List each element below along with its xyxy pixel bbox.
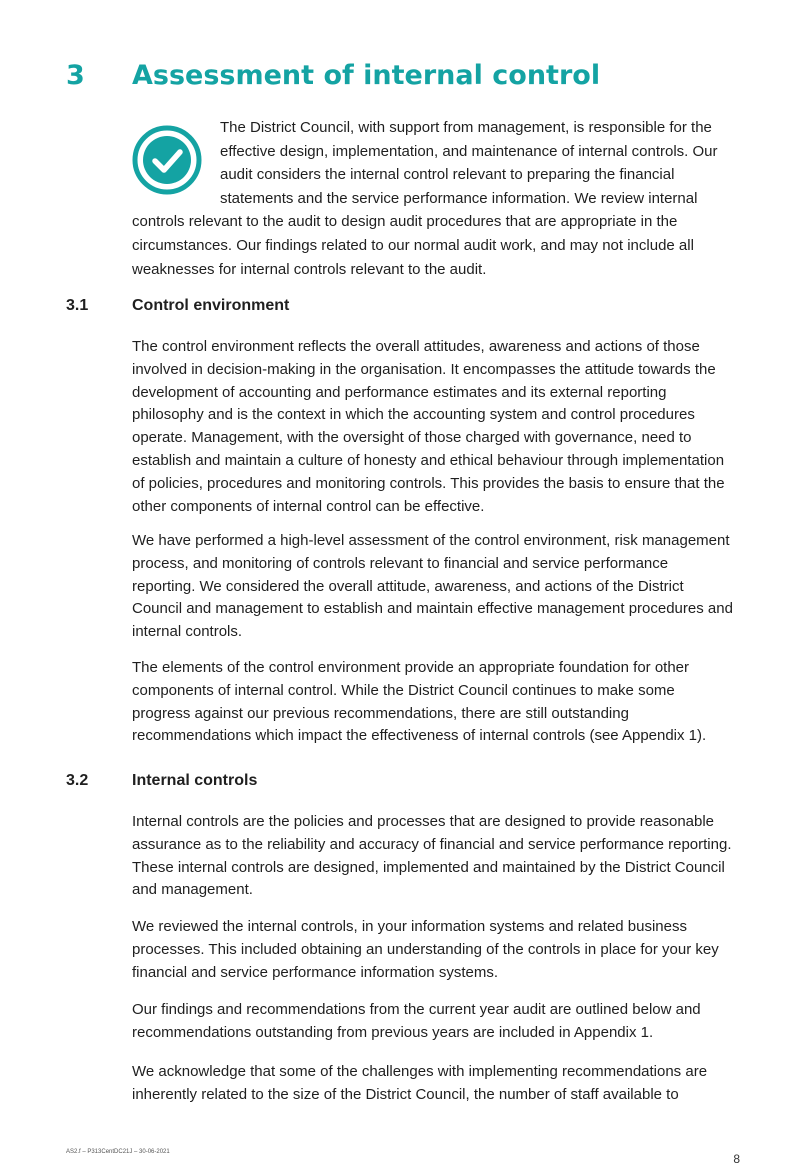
section-heading-text: Internal controls: [132, 772, 258, 789]
body-paragraph: We acknowledge that some of the challenges with implementing recommendations are inherently related to the size of the District Council, the number of staff available to: [132, 1063, 708, 1103]
page-number: 8: [733, 1152, 740, 1166]
body-paragraph: The elements of the control environment provide an appropriate foundation for other components of internal control. While the District Council continues to make some progress against our previous recommendations, there are still outstanding recommendations which impact the effectiveness of internal controls (see Appendix 1).: [132, 659, 707, 745]
footer-document-code: AS2.f – P313CentDC21J – 30-06-2021: [66, 1149, 170, 1155]
page-title: [66, 60, 600, 91]
body-paragraph: We reviewed the internal controls, in your information systems and related business processes. This included obtaining an understanding of the controls in place for your key financial and service performance information systems.: [132, 918, 719, 981]
body-paragraph: Internal controls are the policies and processes that are designed to provide reasonable assurance as to the reliability and accuracy of financial and service performance reporting. These internal controls are designed, implemented and maintained by the District Council and management.: [132, 813, 732, 899]
section-number: 3.1: [66, 297, 89, 314]
body-paragraph: Our findings and recommendations from the current year audit are outlined below and recommendations outstanding from previous years are included in Appendix 1.: [132, 1001, 701, 1041]
body-paragraph: The control environment reflects the overall attitudes, awareness and actions of those involved in decision-making in the organisation. It encompasses the attitude towards the development of accounting and performance estimates and its external reporting philosophy and is the context in which the accounting system and control procedures operate. Management, with the oversight of those charged with governance, need to establish and maintain a culture of honesty and ethical behaviour through implementation of policies, procedures and monitoring controls. This provides the basis to ensure that the other components of internal control can be effective.: [132, 338, 725, 515]
intro-paragraph: The District Council, with support from management, is responsible for the effective design, implementation, and maintenance of internal controls. Our audit considers the internal control relevant to preparing the financial statements and the service performance information. We review internal controls relevant to the audit to design audit procedures that are appropriate in the circumstances. Our findings related to our normal audit work, and may not include all weaknesses for internal controls relevant to the audit.: [132, 116, 732, 281]
section-heading-text: Control environment: [132, 297, 290, 314]
check-circle-icon: [132, 125, 202, 195]
section-heading-control-environment: [66, 297, 289, 315]
body-paragraph: We have performed a high-level assessment of the control environment, risk management process, and monitoring of controls relevant to financial and service performance reporting. We considered the overall attitude, awareness, and actions of the District Council and management to establish and maintain effective management procedures and internal controls.: [132, 532, 733, 641]
section-number: 3: [66, 60, 85, 91]
section-number: 3.2: [66, 772, 89, 789]
section-heading-internal-controls: [66, 772, 257, 790]
section-title-text: Assessment of internal control: [132, 60, 601, 91]
